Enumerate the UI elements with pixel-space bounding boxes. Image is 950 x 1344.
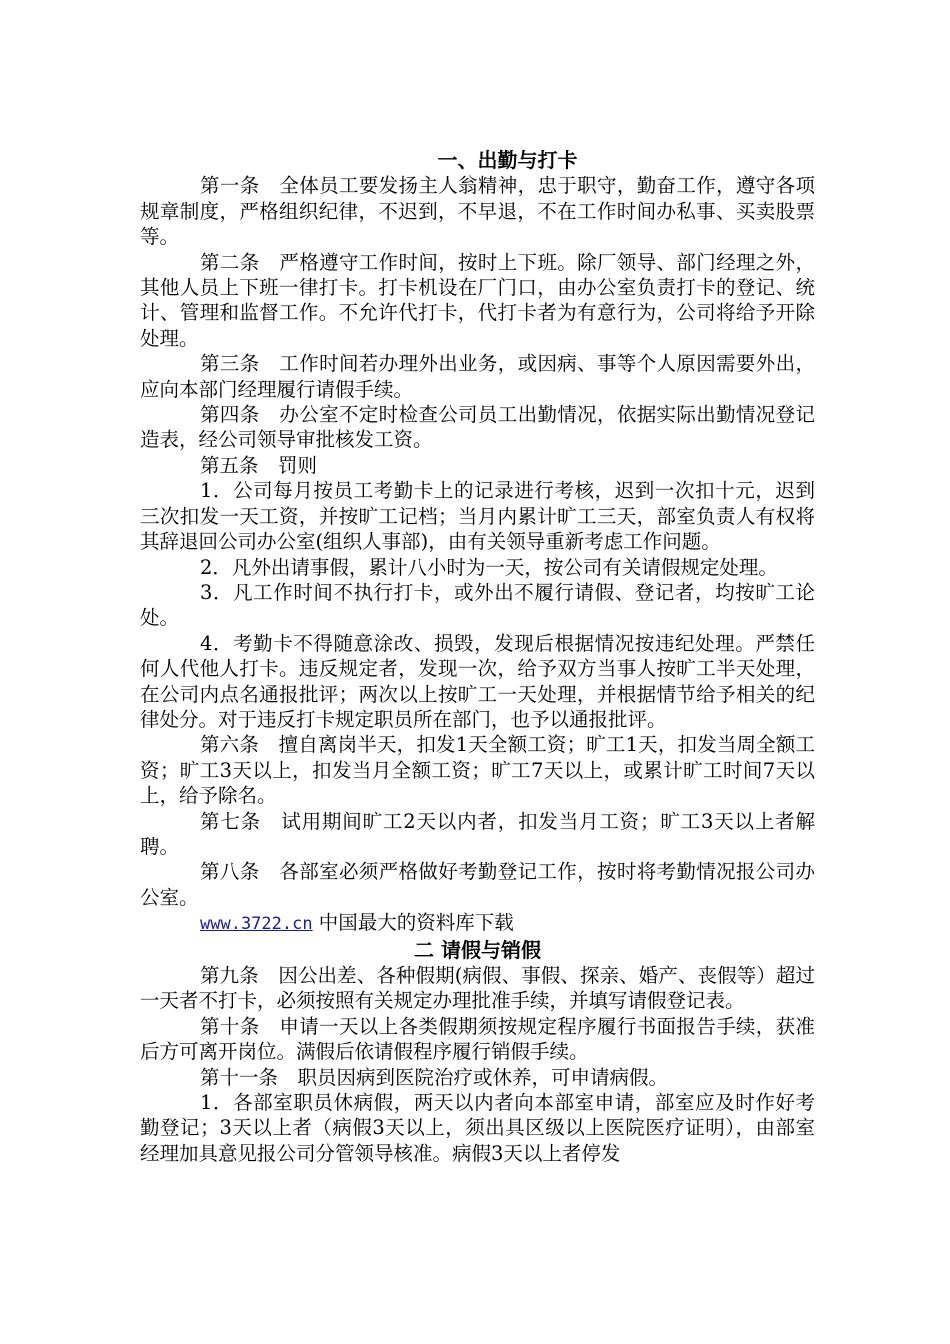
promo-link[interactable]: www.3722.cn (200, 914, 313, 935)
paragraph: 第四条 办公室不定时检查公司员工出勤情况，依据实际出勤情况登记造表，经公司领导审批核发工资。 (140, 403, 815, 452)
promo-text: 中国最大的资料库下载 (312, 911, 514, 935)
section2-heading: 二 请假与销假 (414, 937, 541, 962)
paragraph: 第九条 因公出差、各种假期(病假、事假、探亲、婚产、丧假等）超过一天者不打卡，必须按照有关规定办理批准手续，并填写请假登记表。 (140, 964, 815, 1013)
section1-heading: 一、出勤与打卡 (437, 148, 578, 172)
paragraph: 第五条 罚则 (200, 453, 318, 477)
paragraph: 第六条 擅自离岗半天，扣发1天全额工资；旷工1天，扣发当周全额工资；旷工3天以上，扣发当月全额工资；旷工7天以上，或累计旷工时间7天以上，给予除名。 (140, 733, 815, 808)
paragraph: 第三条 工作时间若办理外出业务，或因病、事等个人原因需要外出，应向本部门经理履行请假手续。 (140, 352, 815, 401)
paragraph: 第七条 试用期间旷工2天以内者，扣发当月工资；旷工3天以上者解聘。 (140, 809, 815, 858)
document-page (140, 148, 815, 1166)
paragraph: 第二条 严格遵守工作时间，按时上下班。除厂领导、部门经理之外，其他人员上下班一律打卡。打卡机设在厂门口，由办公室负责打卡的登记、统计、管理和监督工作。不允许代打卡，代打卡者为有意行为，公司将给予开除处理。 (140, 250, 815, 350)
paragraph: 第八条 各部室必须严格做好考勤登记工作，按时将考勤情况报公司办公室。 (140, 860, 815, 909)
paragraph: 第十条 申请一天以上各类假期须按规定程序履行书面报告手续，获准后方可离开岗位。满假后依请假程序履行销假手续。 (140, 1014, 815, 1064)
paragraph: 第十一条 职员因病到医院治疗或休养，可申请病假。 (200, 1065, 669, 1089)
paragraph: 1．各部室职员休病假，两天以内者向本部室申请，部室应及时作好考勤登记；3天以上者（病假3天以上，须出具区级以上医院医疗证明），由部室经理加具意见报公司分管领导核准。病假3天以上者停发 (140, 1091, 815, 1165)
paragraph: 4．考勤卡不得随意涂改、损毁，发现后根据情况按违纪处理。严禁任何人代他人打卡。违反规定者，发现一次，给予双方当事人按旷工半天处理，在公司内点名通报批评；两次以上按旷工一天处理，并根据情节给予相关的纪律处分。对于违反打卡规定职员所在部门，也予以通报批评。 (140, 631, 815, 731)
promo-line (140, 910, 815, 937)
paragraph: 3．凡工作时间不执行打卡，或外出不履行请假、登记者，均按旷工论处。 (140, 580, 815, 630)
paragraph: 第一条 全体员工要发扬主人翁精神，忠于职守，勤奋工作，遵守各项规章制度，严格组织纪律，不迟到，不早退，不在工作时间办私事、买卖股票等。 (140, 174, 815, 249)
paragraph: 1．公司每月按员工考勤卡上的记录进行考核，迟到一次扣十元，迟到三次扣发一天工资，并按旷工记档；当月内累计旷工三天，部室负责人有权将其辞退回公司办公室(组织人事部)，由有关领导重新考虑工作问题。 (140, 479, 815, 554)
paragraph: 2．凡外出请事假，累计八小时为一天，按公司有关请假规定处理。 (200, 555, 778, 579)
